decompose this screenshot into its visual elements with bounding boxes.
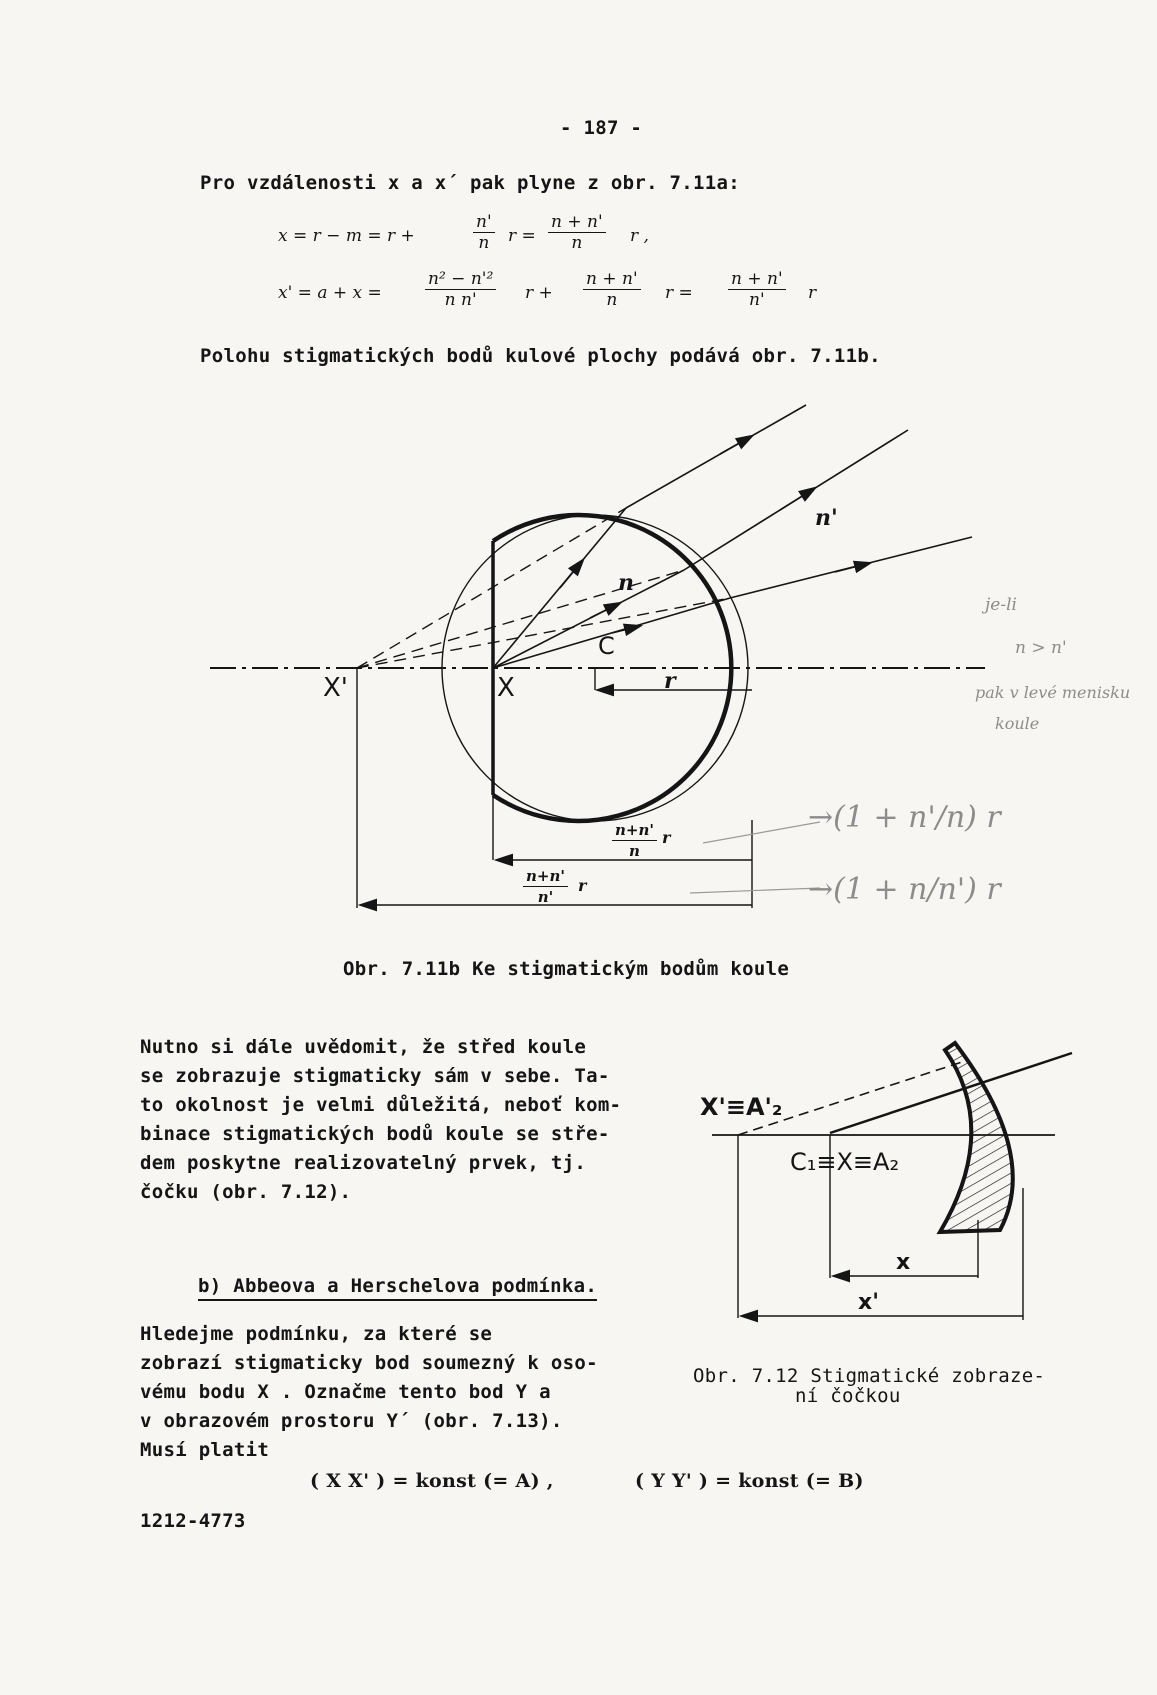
margin-note-2: n > n' <box>1015 638 1067 658</box>
text-line: Hledejme podmínku, za které se <box>140 1323 493 1345</box>
text-line: binace stigmatických bodů koule se stře- <box>140 1123 610 1145</box>
eq2-frac3-num: n + n' <box>728 269 786 290</box>
eq1-mid: r = <box>508 226 536 246</box>
margin-note-3: pak v levé menisku <box>975 683 1131 702</box>
eq2-frac1-num: n² − n'² <box>425 269 496 290</box>
eq2-plus: r + <box>525 283 553 303</box>
equation-3-right: ( Y Y' ) = konst (= B) <box>635 1470 864 1492</box>
label-x-lens: x <box>896 1250 911 1275</box>
footer-code: 1212-4773 <box>140 1510 246 1532</box>
text-line: zobrazí stigmaticky bod soumezný k oso- <box>140 1352 598 1374</box>
label-X: X <box>497 673 515 703</box>
label-X-prime-A2-prime: X'≡A'₂ <box>700 1093 783 1121</box>
eq1-frac1-den: n <box>478 233 490 253</box>
margin-note-4: koule <box>995 714 1040 733</box>
eq1-lhs: x = r − m = r + <box>278 226 415 246</box>
dim1-suffix: r <box>662 828 671 847</box>
eq2-frac2-num: n + n' <box>583 269 641 290</box>
dim1-den: n <box>629 842 640 860</box>
text-line: čočku (obr. 7.12). <box>140 1181 352 1203</box>
figure-7-12-caption-line1: Obr. 7.12 Stigmatické zobraze- <box>693 1365 1046 1387</box>
label-center-C: C <box>598 632 615 660</box>
intro-sentence: Pro vzdálenosti x a x´ pak plyne z obr. 7.11a: <box>200 172 740 194</box>
text-line: v obrazovém prostoru Y´ (obr. 7.13). <box>140 1410 563 1432</box>
position-sentence: Polohu stigmatických bodů kulové plochy podává obr. 7.11b. <box>200 345 881 367</box>
eq1-frac1-num: n' <box>473 212 495 233</box>
eq2-lhs: x' = a + x = <box>278 283 382 303</box>
pencil-expression-1: →(1 + n'/n) r <box>808 800 1001 835</box>
meniscus-lens <box>940 1043 1013 1232</box>
label-x-prime-lens: x' <box>858 1290 879 1315</box>
eq2-tail: r <box>808 283 817 303</box>
section-heading-text: b) Abbeova a Herschelova podmínka. <box>198 1275 597 1301</box>
eq1-tail: r , <box>630 226 649 246</box>
pencil-expression-2: →(1 + n/n') r <box>808 872 1001 907</box>
eq2-frac2-den: n <box>606 290 618 310</box>
eq1-frac2-den: n <box>571 233 583 253</box>
margin-note-1: je-li <box>985 595 1017 615</box>
page-number: - 187 - <box>560 117 643 139</box>
equation-3-left: ( X X' ) = konst (= A) , <box>310 1470 554 1492</box>
eq2-frac1-den: n n' <box>444 290 477 310</box>
eq2-frac3-den: n' <box>749 290 765 310</box>
label-n: n <box>618 570 634 596</box>
text-line: to okolnost je velmi důležitá, neboť kom- <box>140 1094 622 1116</box>
text-line: se zobrazuje stigmaticky sám v sebe. Ta- <box>140 1065 610 1087</box>
eq2-mid: r = <box>665 283 693 303</box>
text-line: Musí platit <box>140 1439 270 1461</box>
figure-7-11b-caption: Obr. 7.11b Ke stigmatickým bodům koule <box>343 958 790 980</box>
text-line: dem poskytne realizovatelný prvek, tj. <box>140 1152 587 1174</box>
figure-7-12-caption-line2: ní čočkou <box>795 1385 901 1407</box>
dim1-num: n+n' <box>612 820 657 841</box>
text-line: vému bodu X . Označme tento bod Y a <box>140 1381 551 1403</box>
dim2-num: n+n' <box>523 866 568 887</box>
label-n-prime: n' <box>815 505 838 531</box>
label-r: r <box>664 668 676 694</box>
dim2-den: n' <box>537 888 554 906</box>
eq1-frac2-num: n + n' <box>548 212 606 233</box>
label-C1-X-A2: C₁≡X≡A₂ <box>790 1148 900 1176</box>
section-heading <box>198 1275 597 1297</box>
label-X-prime: X' <box>323 673 348 703</box>
paragraph-2 <box>140 1320 598 1465</box>
dim2-suffix: r <box>578 876 587 895</box>
text-line: Nutno si dále uvědomit, že střed koule <box>140 1036 587 1058</box>
